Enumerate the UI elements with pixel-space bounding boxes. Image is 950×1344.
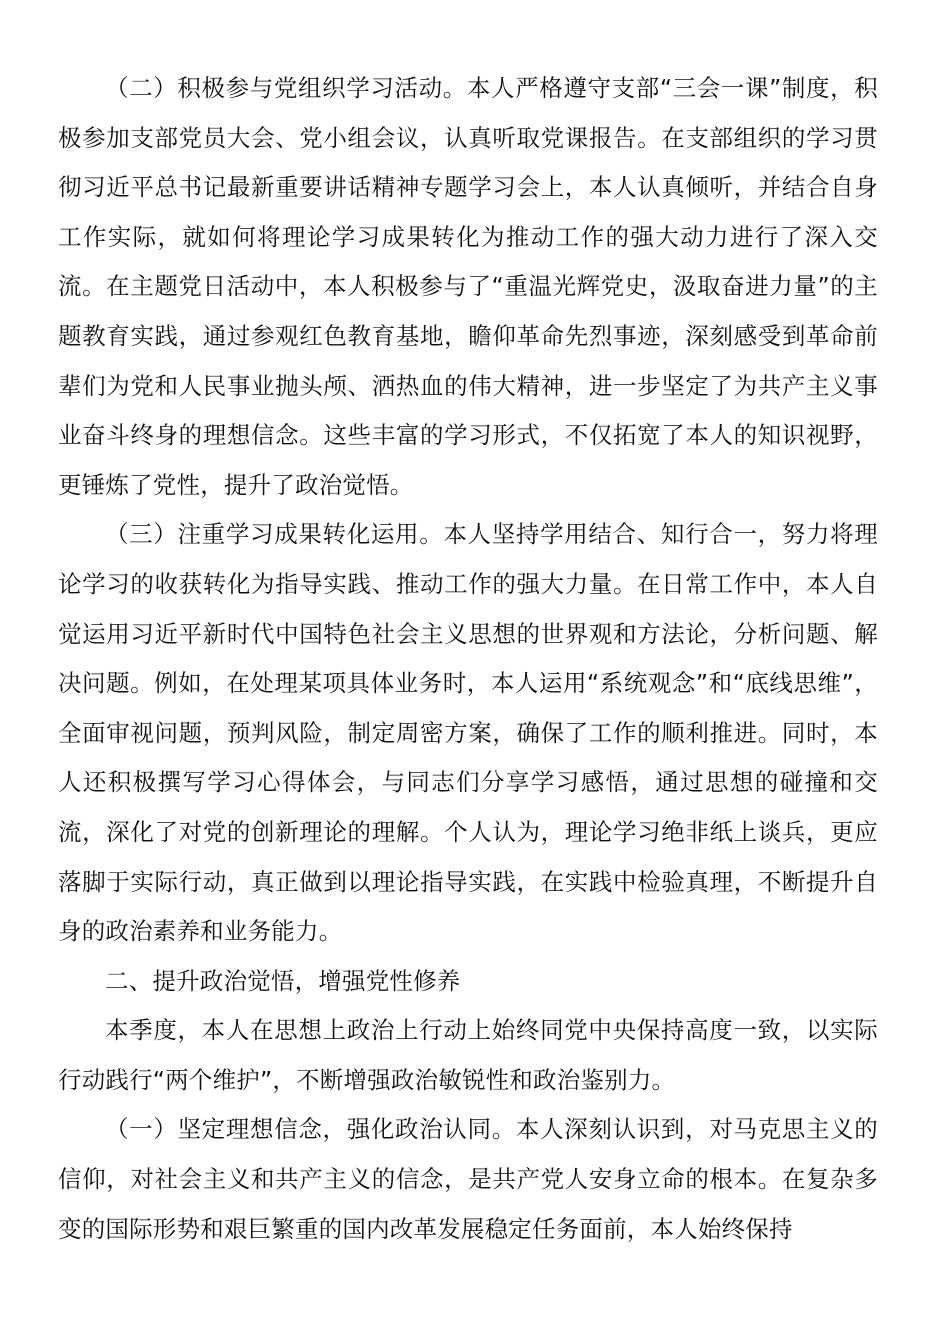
paragraph-study-activities: （二）积极参与党组织学习活动。本人严格遵守支部“三会一课”制度，积极参加支部党员大会、党小组会议，认真听取党课报告。在支部组织的学习贯彻习近平总书记最新重要讲话精神专题学习会上，本人认真倾听，并结合自身工作实际，就如何将理论学习成果转化为推动工作的强大动力进行了深入交流。在主题党日活动中，本人积极参与了“重温光辉党史，汲取奋进力量”的主题教育实践，通过参观红色教育基地，瞻仰革命先烈事迹，深刻感受到革命前辈们为党和人民事业抛头颅、洒热血的伟大精神，进一步坚定了为共产主义事业奋斗终身的理想信念。这些丰富的学习形式，不仅拓宽了本人的知识视野，更锤炼了党性，提升了政治觉悟。 [58, 74, 878, 499]
section-heading-political-awareness: 二、提升政治觉悟，增强党性修养 [105, 966, 461, 995]
paragraph-section-intro: 本季度，本人在思想上政治上行动上始终同党中央保持高度一致，以实际行动践行“两个维护”，不断增强政治敏锐性和政治鉴别力。 [58, 1016, 878, 1094]
paragraph-ideals-beliefs: （一）坚定理想信念，强化政治认同。本人深刻认识到，对马克思主义的信仰，对社会主义和共产主义的信念，是共产党人安身立命的根本。在复杂多变的国际形势和艰巨繁重的国内改革发展稳定任务面前，本人始终保持 [58, 1115, 878, 1243]
paragraph-apply-learning: （三）注重学习成果转化运用。本人坚持学用结合、知行合一，努力将理论学习的收获转化为指导实践、推动工作的强大力量。在日常工作中，本人自觉运用习近平新时代中国特色社会主义思想的世界观和方法论，分析问题、解决问题。例如，在处理某项具体业务时，本人运用“系统观念”和“底线思维”，全面审视问题，预判风险，制定周密方案，确保了工作的顺利推进。同时，本人还积极撰写学习心得体会，与同志们分享学习感悟，通过思想的碰撞和交流，深化了对党的创新理论的理解。个人认为，理论学习绝非纸上谈兵，更应落脚于实际行动，真正做到以理论指导实践，在实践中检验真理，不断提升自身的政治素养和业务能力。 [58, 520, 878, 946]
document-body [58, 64, 878, 1254]
